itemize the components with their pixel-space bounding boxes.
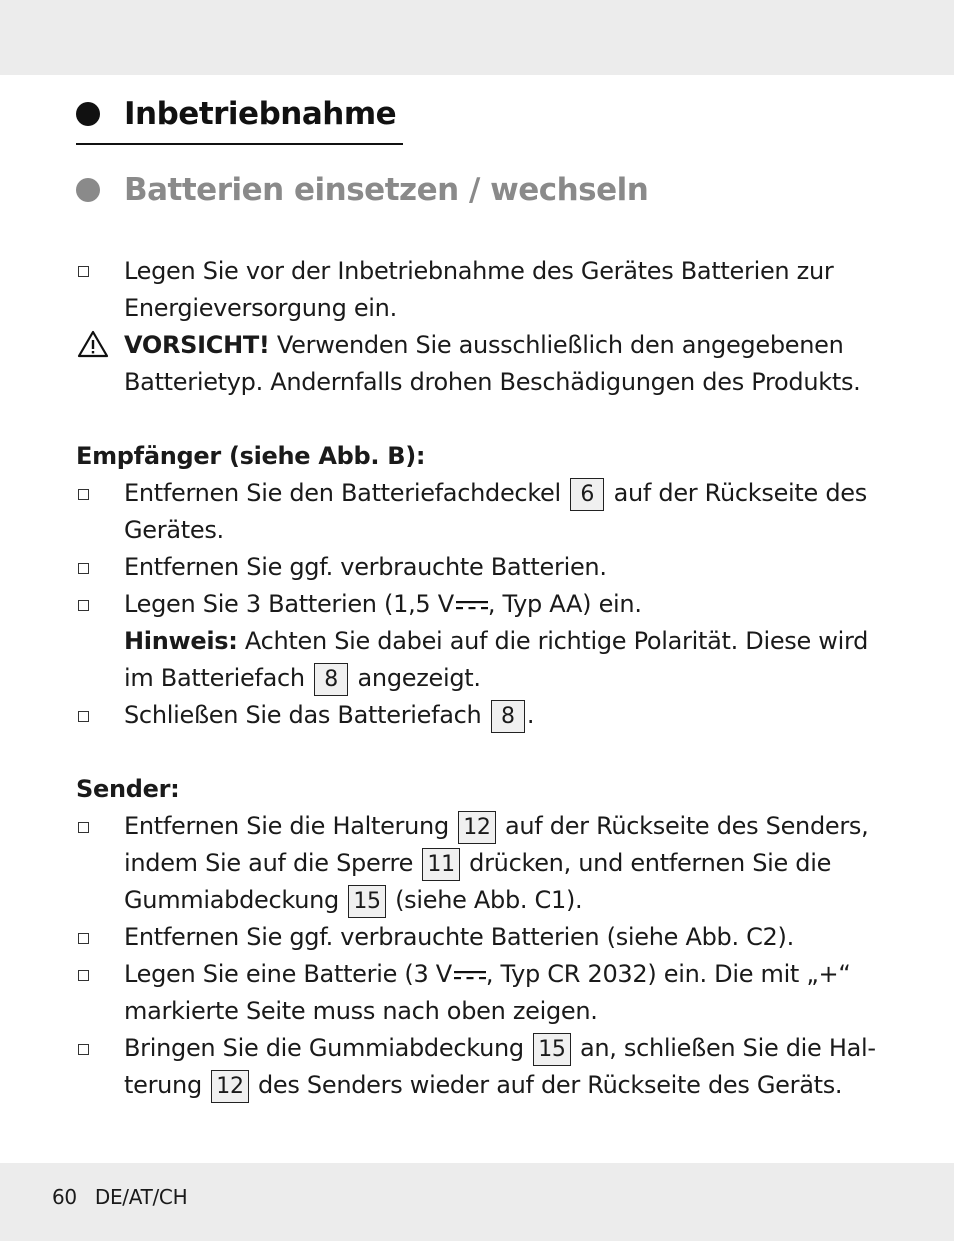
step-text: Gummiabdeckung: [124, 886, 339, 914]
direct-current-symbol-icon: [454, 968, 486, 982]
receiver-step-1-line-2: Gerätes.: [124, 516, 224, 544]
receiver-note: [124, 623, 868, 660]
step-text: Legen Sie eine Batterie (3 V: [124, 960, 452, 988]
sender-heading: Sender:: [76, 775, 180, 803]
step-text: drücken, und entfernen Sie die: [469, 849, 832, 877]
direct-current-symbol-icon: [456, 598, 488, 612]
step-text: an, schließen Sie die Hal-: [579, 1034, 876, 1062]
step-text: , Typ AA) ein.: [487, 590, 642, 618]
caution-text: Verwenden Sie ausschließlich den angegebenen: [269, 331, 844, 359]
sub-heading-text: Batterien einsetzen / wechseln: [124, 172, 649, 208]
step-text: (siehe Abb. C1).: [395, 886, 583, 914]
step-text: Bringen Sie die Gummiabdeckung: [124, 1034, 524, 1062]
caution-label: VORSICHT!: [124, 331, 270, 359]
sender-step-4: [124, 1030, 876, 1067]
receiver-step-2: Entfernen Sie ggf. verbrauchte Batterien.: [124, 553, 607, 581]
sender-step-1-line-3: [124, 882, 582, 919]
step-text: , Typ CR 2032) ein. Die mit „+“: [485, 960, 851, 988]
sender-step-3: [124, 956, 850, 993]
part-reference: 12: [211, 1070, 248, 1103]
sender-step-4-line-2: [124, 1067, 842, 1104]
intro-line-1: Legen Sie vor der Inbetriebnahme des Gerätes Batterien zur: [124, 257, 834, 285]
caution-line-1: [124, 327, 844, 364]
sender-step-1-line-2: [124, 845, 831, 882]
receiver-note-line-2: [124, 660, 481, 697]
note-label: Hinweis:: [124, 627, 238, 655]
sub-heading: [76, 172, 648, 208]
part-reference: 11: [422, 848, 459, 881]
checkbox-square-icon: [78, 1044, 89, 1055]
receiver-heading: Empfänger (siehe Abb. B):: [76, 442, 426, 470]
part-reference: 15: [533, 1033, 570, 1066]
main-heading: [76, 96, 396, 132]
checkbox-square-icon: [78, 266, 89, 277]
step-text: terung: [124, 1071, 202, 1099]
receiver-step-3: [124, 586, 642, 623]
step-text: auf der Rückseite des Senders,: [504, 812, 869, 840]
checkbox-square-icon: [78, 489, 89, 500]
step-text: auf der Rückseite des: [613, 479, 867, 507]
part-reference: 8: [314, 663, 348, 696]
sender-step-2: Entfernen Sie ggf. verbrauchte Batterien (siehe Abb. C2).: [124, 923, 794, 951]
intro-line-2: Energieversorgung ein.: [124, 294, 397, 322]
main-heading-text: Inbetriebnahme: [124, 96, 397, 132]
note-text: Achten Sie dabei auf die richtige Polarität. Diese wird: [237, 627, 869, 655]
part-reference: 12: [458, 811, 495, 844]
checkbox-square-icon: [78, 822, 89, 833]
language-codes: DE/AT/CH: [94, 1185, 188, 1209]
footer: [52, 1185, 187, 1209]
checkbox-square-icon: [78, 600, 89, 611]
sender-step-1: [124, 808, 868, 845]
checkbox-square-icon: [78, 563, 89, 574]
heading-underline: [76, 143, 403, 145]
step-text: Entfernen Sie den Batteriefachdeckel: [124, 479, 561, 507]
header-band: [0, 0, 954, 75]
receiver-step-1: [124, 475, 867, 512]
warning-triangle-icon: [77, 330, 109, 358]
step-text: .: [526, 701, 535, 729]
checkbox-square-icon: [78, 970, 89, 981]
note-text: im Batteriefach: [124, 664, 305, 692]
part-reference: 15: [348, 885, 385, 918]
checkbox-square-icon: [78, 933, 89, 944]
step-text: Entfernen Sie die Halterung: [124, 812, 449, 840]
step-text: des Senders wieder auf der Rückseite des Geräts.: [258, 1071, 843, 1099]
part-reference: 8: [491, 700, 525, 733]
caution-line-2: Batterietyp. Andernfalls drohen Beschädigungen des Produkts.: [124, 368, 861, 396]
step-text: Schließen Sie das Batteriefach: [124, 701, 482, 729]
step-text: indem Sie auf die Sperre: [124, 849, 414, 877]
receiver-step-4: [124, 697, 534, 734]
heading-bullet-icon: [76, 102, 100, 126]
part-reference: 6: [570, 478, 604, 511]
checkbox-square-icon: [78, 711, 89, 722]
sender-step-3-line-2: markierte Seite muss nach oben zeigen.: [124, 997, 598, 1025]
subheading-bullet-icon: [76, 178, 100, 202]
page-number: 60: [52, 1185, 77, 1209]
step-text: Legen Sie 3 Batterien (1,5 V: [124, 590, 454, 618]
note-text: angezeigt.: [357, 664, 481, 692]
